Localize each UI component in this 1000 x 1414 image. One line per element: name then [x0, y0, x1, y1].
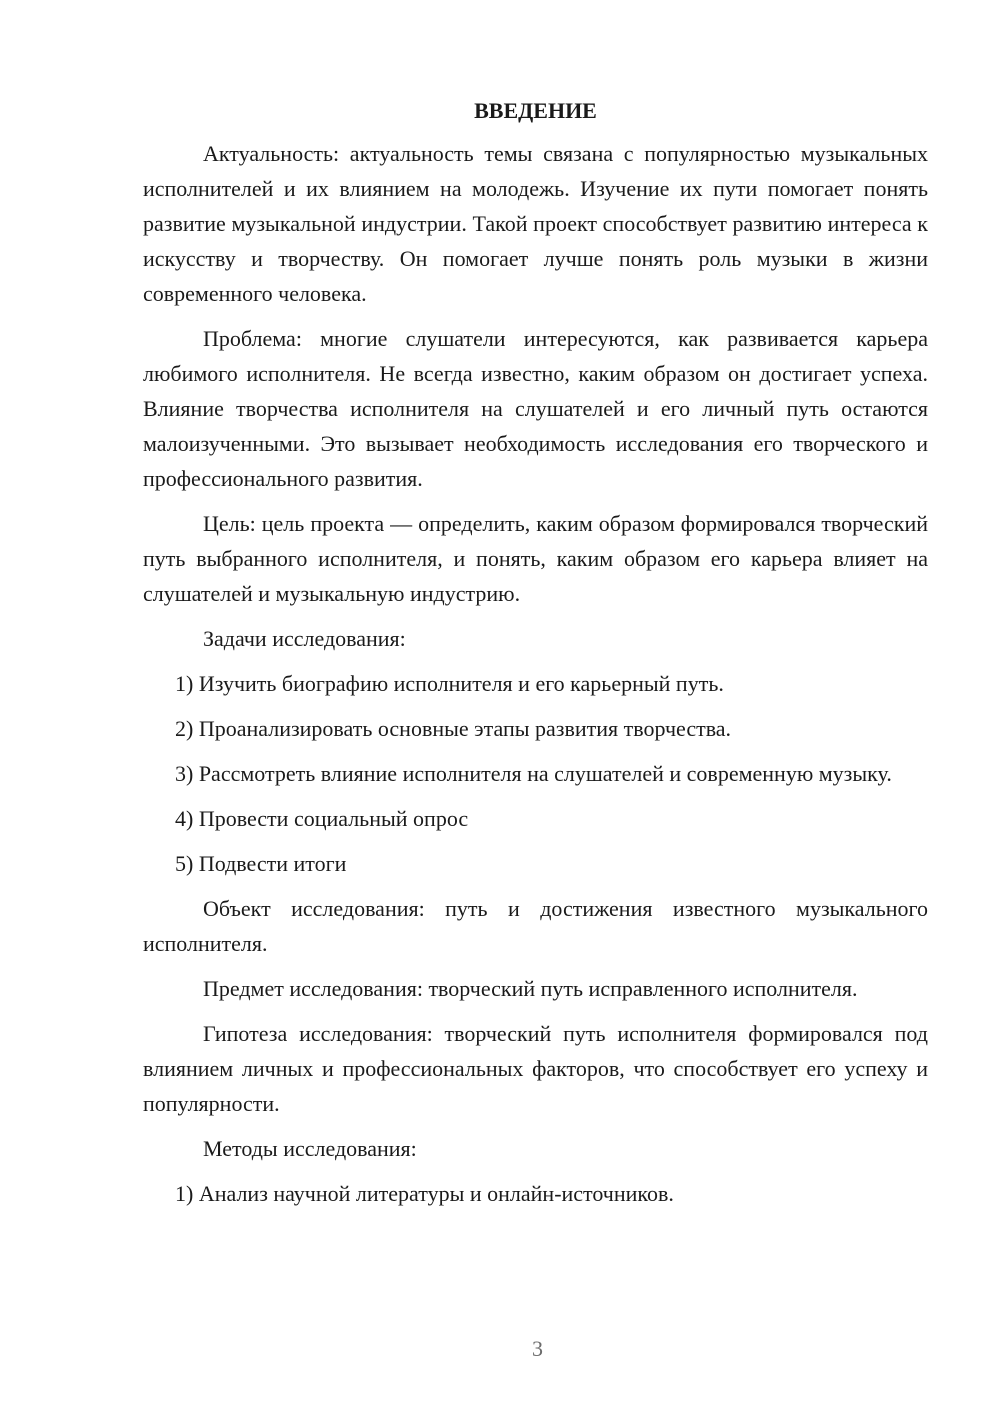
- task-item-3: 3) Рассмотреть влияние исполнителя на слушателей и современную музыку.: [175, 761, 892, 786]
- paragraph-hypothesis: Гипотеза исследования: творческий путь исполнителя формировался под влиянием личных и профессиональных факторов, что способствует его успеху и популярности.: [143, 1021, 928, 1116]
- task-item-4: 4) Провести социальный опрос: [175, 806, 469, 831]
- task-item-2: 2) Проанализировать основные этапы развития творчества.: [175, 716, 732, 741]
- paragraph-problem: Проблема: многие слушатели интересуются, как развивается карьера любимого исполнителя. Не всегда известно, каким образом он достигает успеха. Влияние творчества исполнителя на слушателей и его личный путь остаются малоизученными. Это вызывает необходимость исследования его творческого и профессионального развития.: [143, 326, 928, 491]
- paragraph-object: Объект исследования: путь и достижения известного музыкального исполнителя.: [143, 896, 928, 956]
- task-item-5: 5) Подвести итоги: [175, 851, 347, 876]
- paragraph-goal: Цель: цель проекта — определить, каким образом формировался творческий путь выбранного исполнителя, и понять, каким образом его карьера влияет на слушателей и музыкальную индустрию.: [143, 511, 928, 606]
- page-number: 3: [532, 1336, 543, 1361]
- methods-heading: Методы исследования:: [203, 1136, 417, 1161]
- paragraph-relevance: Актуальность: актуальность темы связана с популярностью музыкальных исполнителей и их влиянием на молодежь. Изучение их пути помогает понять развитие музыкальной индустрии. Такой проект способствует развитию интереса к искусству и творчеству. Он помогает лучше понять роль музыки в жизни современного человека.: [143, 141, 928, 306]
- task-item-1: 1) Изучить биографию исполнителя и его карьерный путь.: [175, 671, 724, 696]
- method-item-1: 1) Анализ научной литературы и онлайн-источников.: [175, 1181, 674, 1206]
- paragraph-subject: Предмет исследования: творческий путь исправленного исполнителя.: [203, 976, 858, 1001]
- page-title: ВВЕДЕНИЕ: [474, 98, 597, 123]
- tasks-heading: Задачи исследования:: [203, 626, 406, 651]
- page-content: [143, 96, 928, 1221]
